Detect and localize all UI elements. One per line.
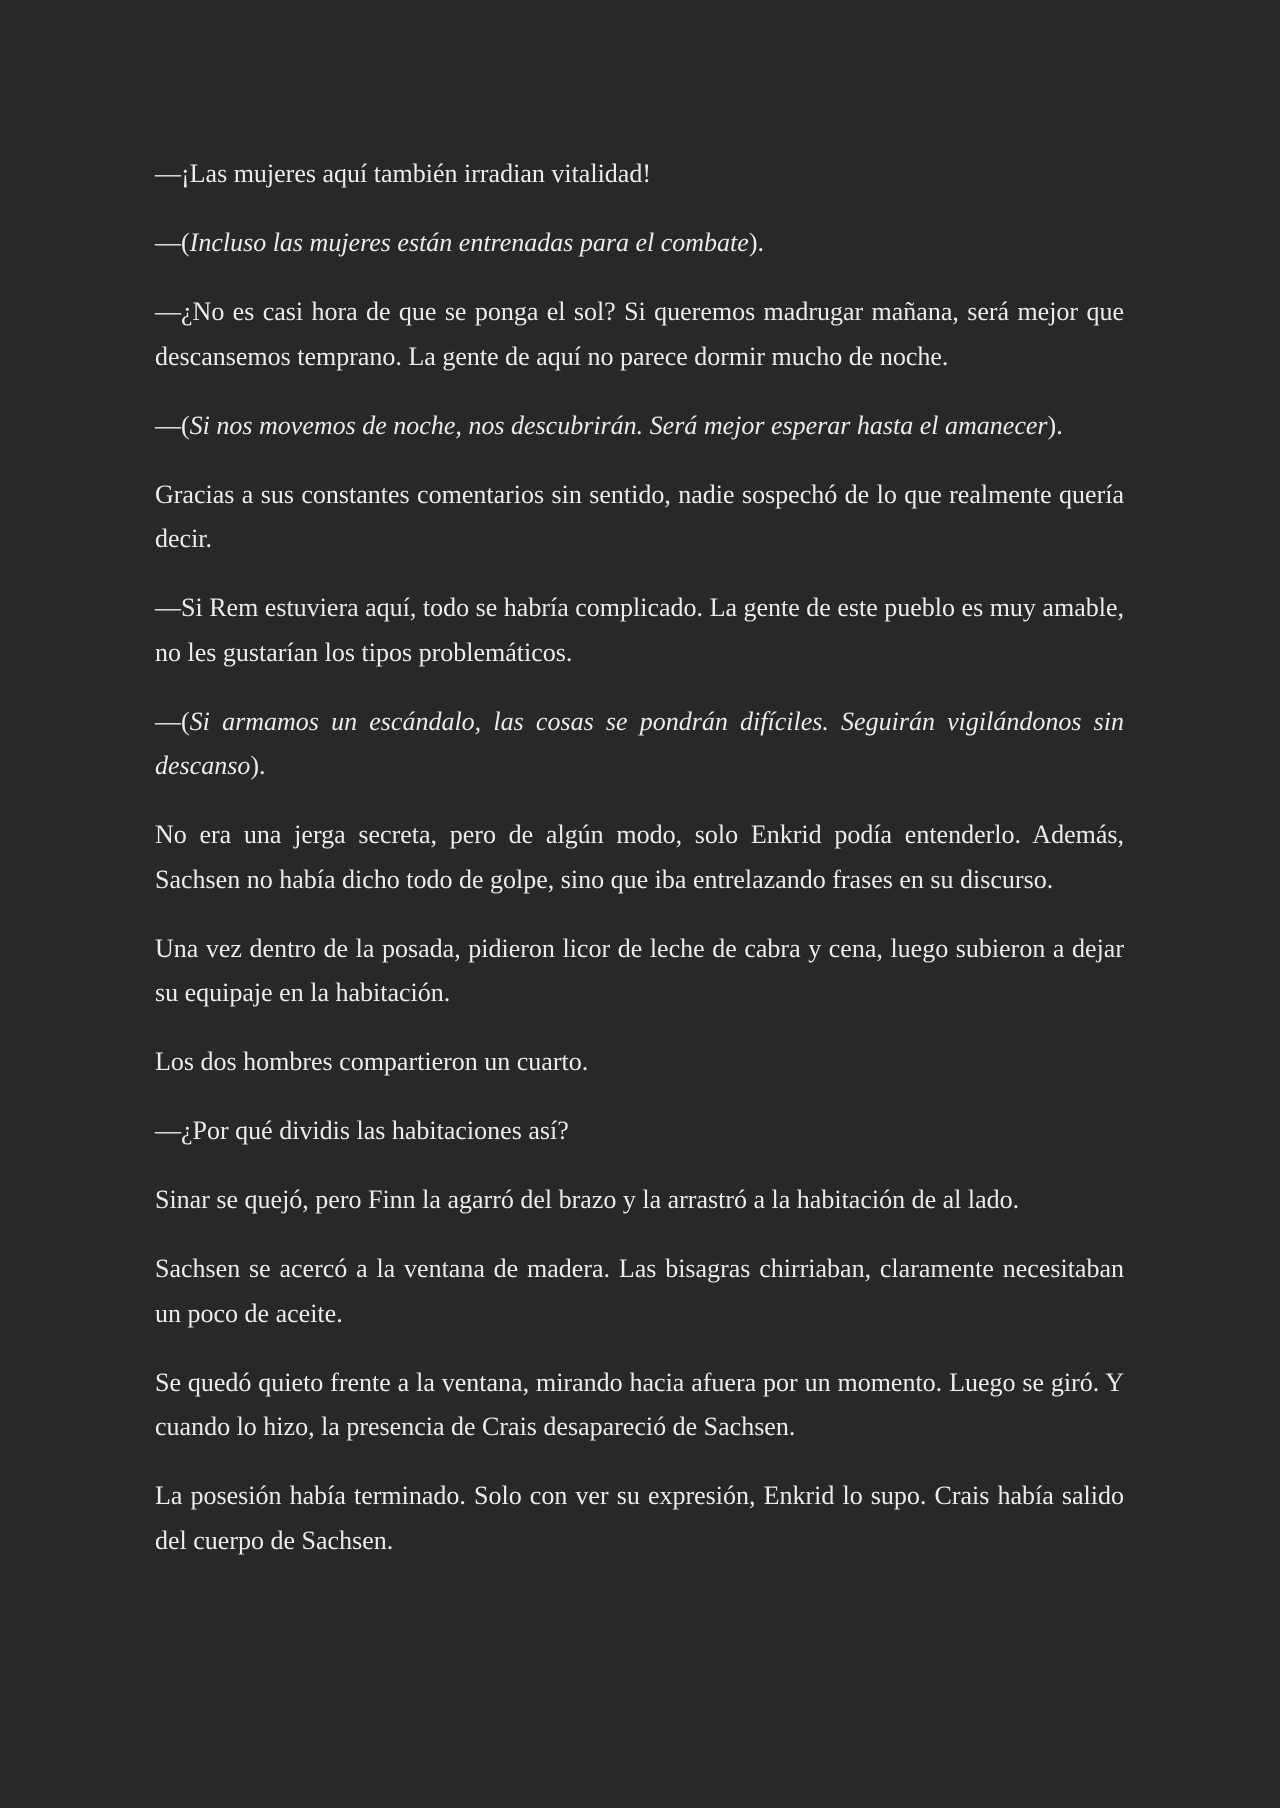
paragraph-text: Sachsen se acercó a la ventana de madera. Las bisagras chirriaban, claramente necesitaban un poco de aceite. [155, 1254, 1124, 1328]
paragraph [155, 700, 1124, 789]
paragraph-text: La posesión había terminado. Solo con ver su expresión, Enkrid lo supo. Crais había salido del cuerpo de Sachsen. [155, 1481, 1124, 1555]
paragraph [155, 1040, 1124, 1085]
paragraph-italic-text: Incluso las mujeres están entrenadas para el combate [189, 228, 749, 257]
paragraph [155, 1474, 1124, 1563]
paragraph-text-end: ). [250, 751, 266, 780]
paragraph [155, 290, 1124, 379]
paragraph [155, 1247, 1124, 1336]
paragraph-text: Se quedó quieto frente a la ventana, mirando hacia afuera por un momento. Luego se giró. Y cuando lo hizo, la presencia de Crais desapareció de Sachsen. [155, 1367, 1124, 1441]
paragraph [155, 927, 1124, 1016]
paragraph-text: —( [155, 228, 190, 257]
paragraph [155, 473, 1124, 562]
paragraph-text: —¿No es casi hora de que se ponga el sol? Si queremos madrugar mañana, será mejor que descansemos temprano. La gente de aquí no parece dormir mucho de noche. [155, 297, 1124, 371]
paragraph [155, 1178, 1124, 1223]
text-column [155, 152, 1124, 1563]
paragraph [155, 152, 1124, 197]
paragraph [155, 1361, 1124, 1450]
paragraph-text-end: ). [748, 228, 764, 257]
paragraph-text: No era una jerga secreta, pero de algún modo, solo Enkrid podía entenderlo. Además, Sachsen no había dicho todo de golpe, sino que iba entrelazando frases en su discurso. [155, 820, 1124, 894]
paragraph-text: —¡Las mujeres aquí también irradian vitalidad! [155, 159, 651, 188]
paragraph-text: —Si Rem estuviera aquí, todo se habría complicado. La gente de este pueblo es muy amable, no les gustarían los tipos problemáticos. [155, 593, 1124, 667]
paragraph-text: Una vez dentro de la posada, pidieron licor de leche de cabra y cena, luego subieron a dejar su equipaje en la habitación. [155, 933, 1124, 1007]
paragraph-text: Gracias a sus constantes comentarios sin sentido, nadie sospechó de lo que realmente quería decir. [155, 479, 1124, 553]
paragraph [155, 813, 1124, 902]
paragraph-text: —( [155, 706, 190, 736]
paragraph-text: —( [155, 410, 190, 440]
paragraph [155, 586, 1124, 675]
paragraph-text: —¿Por qué dividis las habitaciones así? [155, 1116, 569, 1145]
paragraph-text: Sinar se quejó, pero Finn la agarró del brazo y la arrastró a la habitación de al lado. [155, 1185, 1020, 1214]
paragraph [155, 1109, 1124, 1154]
paragraph [155, 404, 1124, 449]
paragraph-italic-text: Si armamos un escándalo, las cosas se pondrán difíciles. Seguirán vigilándonos sin descanso [155, 706, 1124, 780]
paragraph-italic-text: Si nos movemos de noche, nos descubrirán. Será mejor esperar hasta el amanecer [189, 410, 1048, 440]
paragraph [155, 221, 1124, 266]
paragraph-text-end: ). [1047, 410, 1063, 440]
paragraph-text: Los dos hombres compartieron un cuarto. [155, 1047, 589, 1076]
